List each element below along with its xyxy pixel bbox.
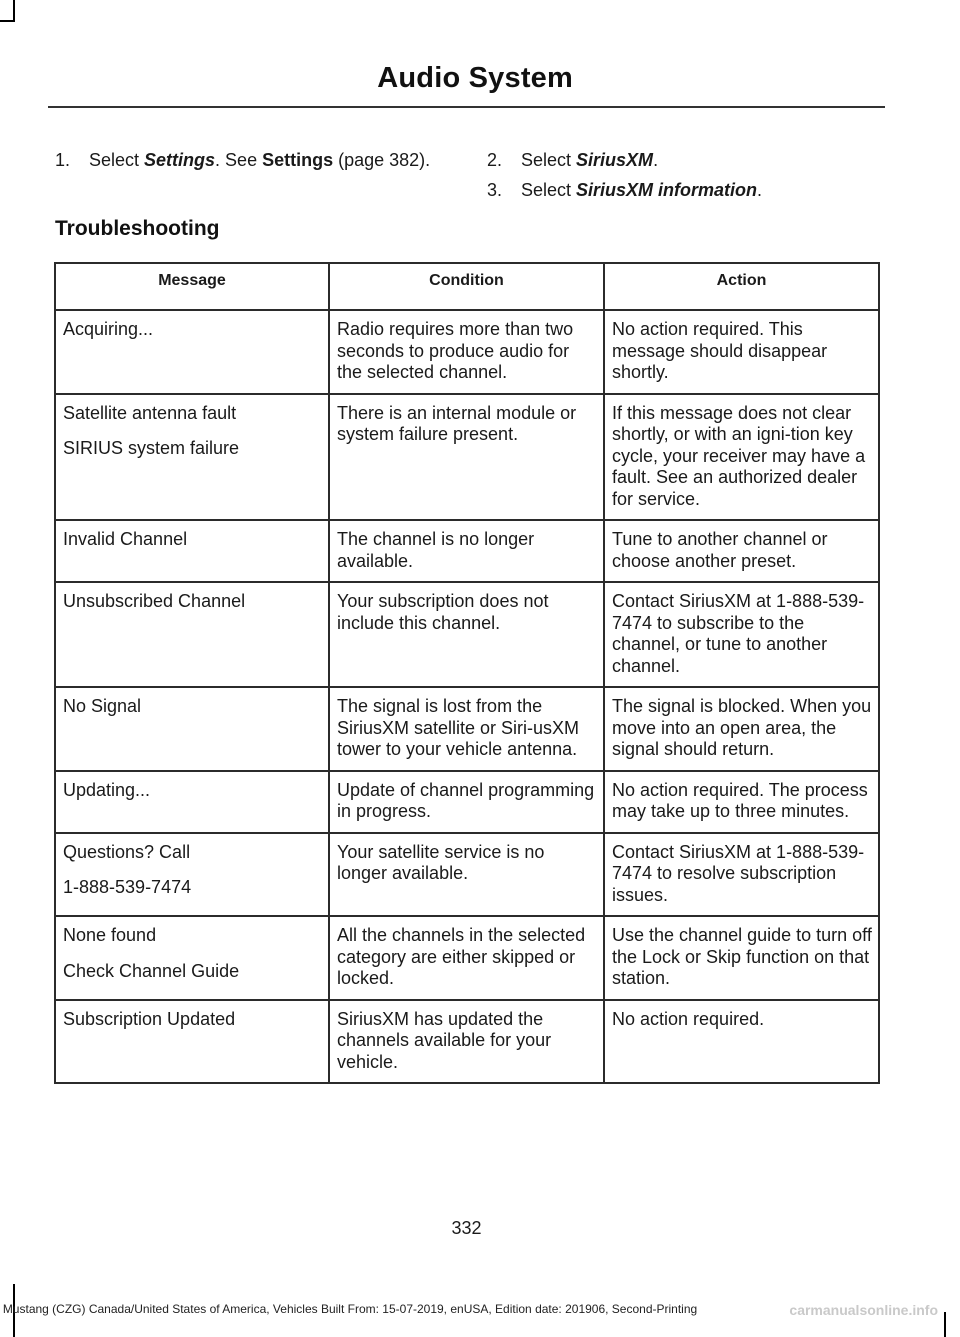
table-row bbox=[55, 394, 879, 521]
page-number: 332 bbox=[451, 1218, 482, 1238]
cell-message bbox=[55, 687, 329, 771]
cell-action: No action required. This message should disappear shortly. bbox=[604, 310, 879, 394]
crop-mark-bottom-right-v bbox=[944, 1312, 946, 1337]
message-text: Satellite antenna fault bbox=[63, 402, 237, 423]
cell-action: Contact SiriusXM at 1-888-539-7474 to subscribe to the channel, or tune to another channel. bbox=[604, 582, 879, 687]
step-number: 1. bbox=[55, 150, 71, 170]
table-header-row bbox=[55, 263, 879, 310]
step-text: . bbox=[757, 180, 763, 200]
message-text: Updating... bbox=[63, 779, 151, 800]
table-row bbox=[55, 520, 879, 582]
watermark: carmanualsonline.info bbox=[789, 1302, 938, 1318]
cell-action: No action required. bbox=[604, 1000, 879, 1084]
cell-condition: The signal is lost from the SiriusXM satellite or Siri-usXM tower to your vehicle antenna. bbox=[329, 687, 604, 771]
header-condition: Condition bbox=[329, 263, 604, 310]
table-row bbox=[55, 687, 879, 771]
cell-condition: Update of channel programming in progress. bbox=[329, 771, 604, 833]
crop-mark-top-left-h bbox=[0, 20, 15, 22]
step-text: . bbox=[653, 150, 659, 170]
footer-edition-info: Mustang (CZG) Canada/United States of America, Vehicles Built From: 15-07-2019, enUSA, Edition date: 201906, Second-Printing bbox=[2, 1302, 698, 1316]
message-text: Subscription Updated bbox=[63, 1008, 236, 1029]
cell-message bbox=[55, 833, 329, 917]
cell-condition: There is an internal module or system failure present. bbox=[329, 394, 604, 521]
message-text: Acquiring... bbox=[63, 319, 154, 339]
menu-reference: Settings bbox=[262, 150, 334, 170]
troubleshooting-table bbox=[54, 262, 880, 1084]
step-text: . See bbox=[215, 150, 263, 170]
crop-mark-top-left-v bbox=[13, 0, 15, 22]
cell-message bbox=[55, 582, 329, 687]
title-divider bbox=[48, 106, 885, 108]
step-number: 2. bbox=[487, 150, 503, 170]
page-title: Audio System bbox=[377, 62, 573, 94]
table-row bbox=[55, 771, 879, 833]
step-text: Select bbox=[521, 180, 577, 200]
cell-condition: The channel is no longer available. bbox=[329, 520, 604, 582]
cell-action: Tune to another channel or choose another preset. bbox=[604, 520, 879, 582]
cell-condition: All the channels in the selected category are either skipped or locked. bbox=[329, 916, 604, 1000]
steps-left-column bbox=[55, 149, 450, 179]
cell-action: No action required. The process may take up to three minutes. bbox=[604, 771, 879, 833]
cell-condition: SiriusXM has updated the channels available for your vehicle. bbox=[329, 1000, 604, 1084]
message-text: None found bbox=[63, 925, 157, 945]
message-text: SIRIUS system failure bbox=[63, 438, 240, 458]
header-message: Message bbox=[55, 263, 329, 310]
cell-condition: Radio requires more than two seconds to produce audio for the selected channel. bbox=[329, 310, 604, 394]
cell-message bbox=[55, 520, 329, 582]
step-2 bbox=[487, 149, 882, 171]
message-text: No Signal bbox=[63, 696, 142, 716]
cell-condition: Your satellite service is no longer available. bbox=[329, 833, 604, 917]
cell-action: Contact SiriusXM at 1-888-539-7474 to resolve subscription issues. bbox=[604, 833, 879, 917]
header-action: Action bbox=[604, 263, 879, 310]
step-text: Select bbox=[89, 150, 145, 170]
message-text: Check Channel Guide bbox=[63, 960, 240, 981]
cell-message bbox=[55, 1000, 329, 1084]
table-row bbox=[55, 1000, 879, 1084]
cell-message bbox=[55, 916, 329, 1000]
cell-condition: Your subscription does not include this channel. bbox=[329, 582, 604, 687]
message-text: Unsubscribed Channel bbox=[63, 591, 246, 611]
message-text: Invalid Channel bbox=[63, 529, 188, 549]
cell-action: If this message does not clear shortly, or with an igni-tion key cycle, your receiver may have a fault. See an authorized dealer for service. bbox=[604, 394, 879, 521]
steps-right-column bbox=[487, 149, 882, 209]
step-text: Select bbox=[521, 150, 577, 170]
cell-message bbox=[55, 310, 329, 394]
section-heading-troubleshooting: Troubleshooting bbox=[55, 217, 220, 240]
table-row bbox=[55, 582, 879, 687]
table-row bbox=[55, 310, 879, 394]
step-text: (page 382). bbox=[333, 150, 431, 170]
cell-message bbox=[55, 771, 329, 833]
step-1 bbox=[55, 149, 450, 171]
step-3 bbox=[487, 179, 882, 201]
table-row bbox=[55, 916, 879, 1000]
cell-action: The signal is blocked. When you move into an open area, the signal should return. bbox=[604, 687, 879, 771]
menu-reference: SiriusXM information bbox=[576, 180, 758, 200]
step-number: 3. bbox=[487, 180, 503, 200]
message-text: 1-888-539-7474 bbox=[63, 877, 192, 897]
message-text: Questions? Call bbox=[63, 841, 191, 862]
menu-reference: SiriusXM bbox=[576, 150, 654, 170]
menu-reference: Settings bbox=[144, 150, 216, 170]
cell-action: Use the channel guide to turn off the Lock or Skip function on that station. bbox=[604, 916, 879, 1000]
table-row bbox=[55, 833, 879, 917]
cell-message bbox=[55, 394, 329, 521]
